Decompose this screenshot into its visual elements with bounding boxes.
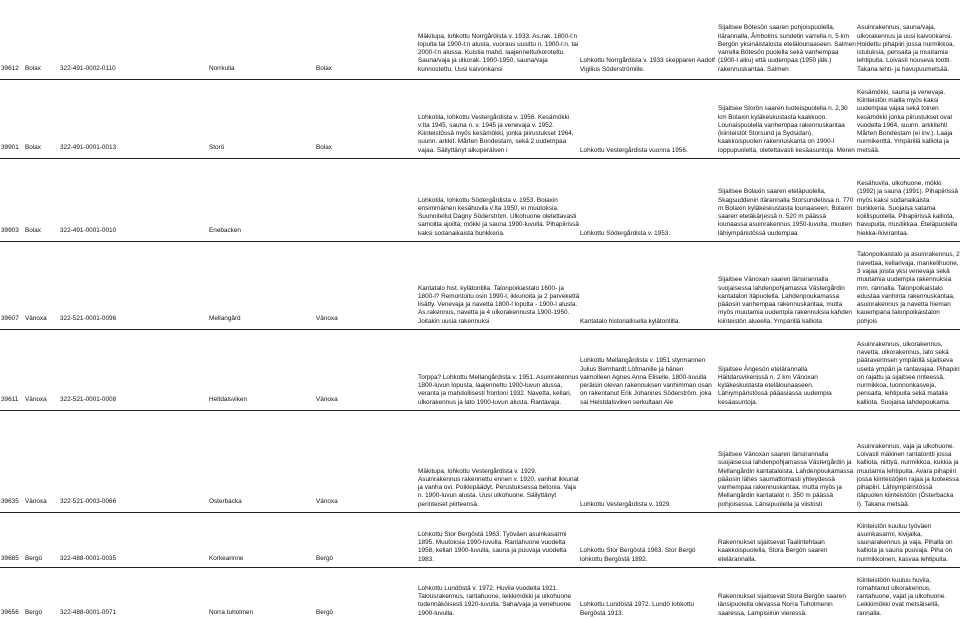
row-owners-cell: Lohkottu Stor Bergöstä 1963. Stor Bergö lohkottu Bergöstä 1892. (580, 547, 696, 563)
row-owners-cell: Lohkottu Södergårdista v. 1953. (580, 229, 671, 237)
row-location-cell: Sijaitsee Vänoxan saaren länsirannalla suojaisessa lahdenpohjamassa Västergårdin kantatalon itäpuolella. Lahdenpoukamassa pääosin vanhempaa rakennuskantaa, mutta myös muutamia uudempia rakennuksia kahden kiinteistön alueella. Ympärillä kalliota (718, 276, 852, 325)
row-owners-cell: Lohkottu Norrgårdista v. 1933 skepparen Aadolf Vigilius Söderströmille. (580, 57, 715, 73)
row-id-cell: 39685 (1, 554, 19, 562)
row-location-cell: Sijaitsee Bolaxin saaren eteläpuolella, Skagsuddenin itärannalla Storsundetissa n. 770 m Bolaxin kyläkeskustasta lounaaseen. Bolaxin saaren eteläkärjessä n. 520 m päässä lounaassa asuinrakennus 1950-luvulta, muuten lähiympäristössä uudempaa (718, 188, 854, 237)
row-village2-cell: Bergö (316, 554, 334, 562)
row-code-cell: 322-521-0003-0066 (60, 497, 117, 505)
row-village-cell: Bergö (25, 608, 43, 616)
row-code-cell: 322-491-0001-0013 (60, 143, 117, 151)
row-code-cell: 322-521-0001-0008 (60, 395, 117, 403)
row-history-cell: Lohkottu Lundöstä v. 1972. Huvila vuodelta 1921. Talousrakennus, rantahuone, leikkimökki ja ulkohuone todennäköisesti 1920-luvulla. Saha/vaja ja venehuone 1900-luvulla. (418, 584, 572, 617)
row-notes-cell: Asuinrakennus, ulkorakennus, navetta, ulkorakennus, lato sekä pääravennsen ympärillä sijaitseva useita ympäri ja rantavajaa. Pihapiiri on rajattu ja sijaitsee rinteessä, nurmikkoa, luonnonkasveja, pensaita, lehtipuita sekä matalia kalliota. Suojaisa lahdepoukama. (857, 340, 960, 406)
row-notes-cell: Kesämökki, sauna ja venevaja. Kiinteistön mailla myös kaksi uudempaa vajaa sekä toinen kesämökki jonka piirustukset ovat vuodelta 1964, suunn. arkkitehti Mårten Bondestam (ei inv.). Laaja nurmikenttä. Ympärillä kalliota ja metsää. (857, 88, 953, 154)
table-row (0, 80, 960, 159)
row-notes-cell: Kesähuvila, ulkohuone, mökki (1992) ja sauna (1991). Pihapiirissä myös kaksi sodanaikaista bunkkeria. Suojaisa satama koillispuolella. Pihapiirissä kalliota, havupuita, mustikkaa. Eteläpuolella hiekka-/kivirantaa. (857, 179, 958, 237)
table-row (0, 513, 960, 568)
row-farm-cell: Norra tuholmen (209, 608, 254, 616)
row-village2-cell: Vänoxa (316, 395, 338, 403)
table-row (0, 164, 960, 242)
row-village-cell: Vänoxa (25, 497, 47, 505)
row-notes-cell: Asuinrakennus, vaja ja ulkohuone. Loivasti mäkinen rantatontti jossa kalliota, niittyä, nurmikkoa, kukkia ja muutamia lehtipuita. Avara pihapiiri jossa kiinteistöjen rajaa ja luoteessa pihapiiri. Lähiympäristössä itäpuolen kiinteistöön (Österbacka I). Takana metsää. (857, 442, 959, 508)
row-code-cell: 322-488-0001-0071 (60, 608, 117, 616)
row-notes-cell: Talonpoikaistalo ja asuinrakennus, 2 navettaa, kellarivaja, mankelihuone, 3 vajaa joista yksi venevaja sekä muutamia uudempia rakennuksia mm. rannalla. Talonpoikaistalo edustaa vanhinta rakennuskantaa, asuinrakennus ja navetta hieman kauempana talonpoikaistalon pohjois (857, 251, 960, 325)
row-village-cell: Vänoxa (25, 395, 47, 403)
row-history-cell: Mäkitupa, lohkottu Norrgårdista v. 1933. As.rak. 1800-l:n lopulta tai 1900-l:n alusta, vuoraus uusittu n. 1900-l:n. tai 2000-l:n alussa. Kuistia mahd. laajennettu/korotettu. Sauna/vaja ja ulkorak. 1900-1950, sauna/vaja kunnostettu. Uusi kaivonkansi (418, 32, 579, 73)
row-history-cell: Lohkotila, lohkottu Vestergårdista v. 1956. Kesämökki v:lta 1945, sauna n. v. 1945 ja venevaja v. 1952. Kiinteistössä myös kesämökki, jonka piirustukset 1964, suunn. arkkit. Mårten Bondestam, sekä 2 uudempaa vajaa. Säilyttänyt alkuperäisen i (418, 113, 574, 154)
row-notes-cell: Kiinteistöön kuuluu huvila, romahtanut ulkorakennus, rantahuone, vajat ja ulkohuone. Leikkimökki ovat metsäisellä, rannalla. (857, 576, 947, 617)
row-id-cell: 39612 (1, 64, 19, 72)
row-id-cell: 39903 (1, 226, 19, 234)
row-notes-cell: Kiinteistön kuuluu työväen asuinkasarmi, kivijalka, saunarakennus ja vaja. Pihalla on kalliota ja sauna puuvaja. Piha on nurmikkoinen, kasvaa lehtipuita. (857, 522, 953, 563)
row-id-cell: 39635 (1, 497, 19, 505)
row-id-cell: 39656 (1, 608, 19, 616)
row-village-cell: Vänoxa (25, 314, 47, 322)
row-village-cell: Bolax (25, 143, 41, 151)
row-owners-cell: Lohkottu Vestergårdista v. 1929. (580, 500, 672, 508)
row-farm-cell: Norrkulla (209, 64, 235, 72)
row-location-cell: Sijaitsee Ängesön etelärannalla Häitdarsvikenissä n. 2 km Vänoxan kyläkeskustasta etelälounaaseen. Lähiympäristössä pääasiassa uudempia kesäasuntoja. (718, 365, 832, 406)
row-farm-cell: Storö (209, 143, 225, 151)
row-village2-cell: Vänoxa (316, 314, 338, 322)
row-farm-cell: Österbacka (209, 497, 242, 505)
row-code-cell: 322-488-0001-0035 (60, 554, 117, 562)
row-location-cell: Sijaitsee Vänoxan saaren länsirannalla suojaisessa lahdenpohjamassa Västergårdin ja Mellangårdin kantataloista. Lahdenpoukamassa pääosin lähes saumattomasti yhteydessä vanhempaa rakennuskantaa, mutta myös ja Mellangårdin kantatalot n. 350 m päässä pohjoisessa. Länsipuolella ja viistosti (718, 450, 854, 508)
row-location-cell: Rakennukset sijaitsevat Stora Bergön saaren länsipuolella olevassa Norra Tuholmenin saaressa, Lampisiinin vieressä. (718, 593, 846, 617)
row-farm-cell: Korkearinne (209, 554, 244, 562)
row-location-cell: Rakennukset sijaitsevat Taalintehtaan kaakkoispuolella, Stora Bergön saaren etelärannalla. (718, 539, 828, 563)
row-owners-cell: Kantatalo historiallisella kylätontilla. (580, 317, 681, 325)
row-farm-cell: Enebacken (209, 226, 241, 234)
row-village2-cell: Bolax (316, 64, 332, 72)
row-id-cell: 39607 (1, 314, 19, 322)
row-owners-cell: Lohkottu Lundöstä 1972. Lundö lohkottu Bergöstä 1913. (580, 601, 695, 617)
row-farm-cell: Mellangård (209, 314, 241, 322)
row-village-cell: Bolax (25, 226, 41, 234)
row-history-cell: Mäkitupa, lohkottu Vestergårdista v. 1929. Asuinrakennus rakennettu ennen v. 1920, vanhat ikkunat ja vanha ovi. Poikkipäädyt. Perustuksessa betonia. Vaja n. 1900-luvun alusta. Uusi ulkohuone. Säilyttänyt perinteiset piirteensä. (418, 467, 579, 508)
row-code-cell: 322-491-0002-0110 (60, 64, 116, 72)
row-village-cell: Bolax (25, 64, 41, 72)
row-owners-cell: Lohkottu Mellangårdista v. 1951 styrmannen Julius Bernhardt Löfmanille ja hänen vaimolleen Agnes Anna Eliselle. 1800-luvulla peräisin olevan rakennuksen vanhimman osan on rakentanut Erik Johannes Söderström, joka sai Helstdalsviken serkultaan Ale (580, 357, 712, 406)
table-row (0, 411, 960, 513)
row-code-cell: 322-521-0001-0096 (60, 314, 117, 322)
row-history-cell: Lohkotila, lohkottu Södergårdista v. 1953. Bolaxin ensimmäinen kesähuvila v:lta 1950, ei muutoksia. Suunnitellut Dagny Söderström. Ulkohuone oletettavasti samoilta ajoilta, mökki ja sauna 1990-luvulla. Pihapiirissä kaksi sodanaikaista bunkkeria. (418, 196, 579, 237)
row-id-cell: 39611 (1, 395, 19, 403)
table-row (0, 568, 960, 619)
row-location-cell: Sijaitsee Bötesön saaren pohjoispuolella, itärannalla, Åmholms sundetin varrella n. 5 km Bergön yksinäistalosta etelälounaaseen. Salmen varrella Bötesön puolella sekä vanhempaa (1900-l alku) että uudempaa (1950 jälk.) rakennuskantaa. Salmen (718, 24, 856, 73)
row-village2-cell: Bergö (316, 608, 334, 616)
row-history-cell: Torppa? Lohkottu Mellangårdista v. 1951. Asuinrakennus 1800-luvun lopusta, laajennettu 1900-luvun alussa, veranta ja mahdollisesti frontoni 1932. Navetta, kellari, ulkorakennus ja lato 1900-luvun alusta. Rantavaja. (418, 373, 579, 406)
row-notes-cell: Asuinrakennus, sauna/vaja, ulkorakennus ja uusi kaivonkansi. Hoidettu pihapiiri jossa nurmikkoa, istutuksia, pensaita ja muutamia lehtipuita. Loivasti nouseva tontti. Takana lehti- ja havupuumetsää. (857, 24, 955, 73)
row-code-cell: 322-491-0001-0010 (60, 226, 117, 234)
table-row (0, 330, 960, 411)
row-village2-cell: Bolax (316, 143, 332, 151)
row-history-cell: Kantatalo hist. kylätontilla. Talonpoikaistalo 1600- ja 1800-l? Remontoitu osin 1990-l, ikkunoita ja 2 parvekettä lisätty. Venevaja ja navetta 1800-l lopulta - 1900-l alusta. As.rakennus, navetta ja 4 ulkorakennusta 1900-1950. Joitakin uusia rakennuksi (418, 284, 580, 325)
row-location-cell: Sijaitsee Storön saaren luoteispuolella n. 2,30 km Bolaxin kyläkeskustasta kaakkoon. Lounaispuolella vanhempaa rakennuskantaa (kiinteistöt Storsund ja Sydsidan), kaakkoispuolen rakennuskanta on 1900-l loppupuolelta, oletettavasti kesäasuntoja. Meren (718, 105, 855, 154)
row-village-cell: Bergö (25, 554, 43, 562)
table-row (0, 0, 960, 80)
row-owners-cell: Lohkottu Vestergårdista vuonna 1956. (580, 146, 688, 154)
row-farm-cell: Heltdalsviken (209, 395, 248, 403)
table-row (0, 242, 960, 330)
row-village2-cell: Vänoxa (316, 497, 338, 505)
row-id-cell: 39901 (1, 143, 19, 151)
row-history-cell: Lohkottu Stor Bergöstä 1963. Työväen asuinkasarmi 1895. Muutoksia 1990-luvulla. Rantahuone vuodelta 1958, kellari 1900-luvulla, sauna ja puuvaja vuodelta 1983. (418, 530, 567, 563)
